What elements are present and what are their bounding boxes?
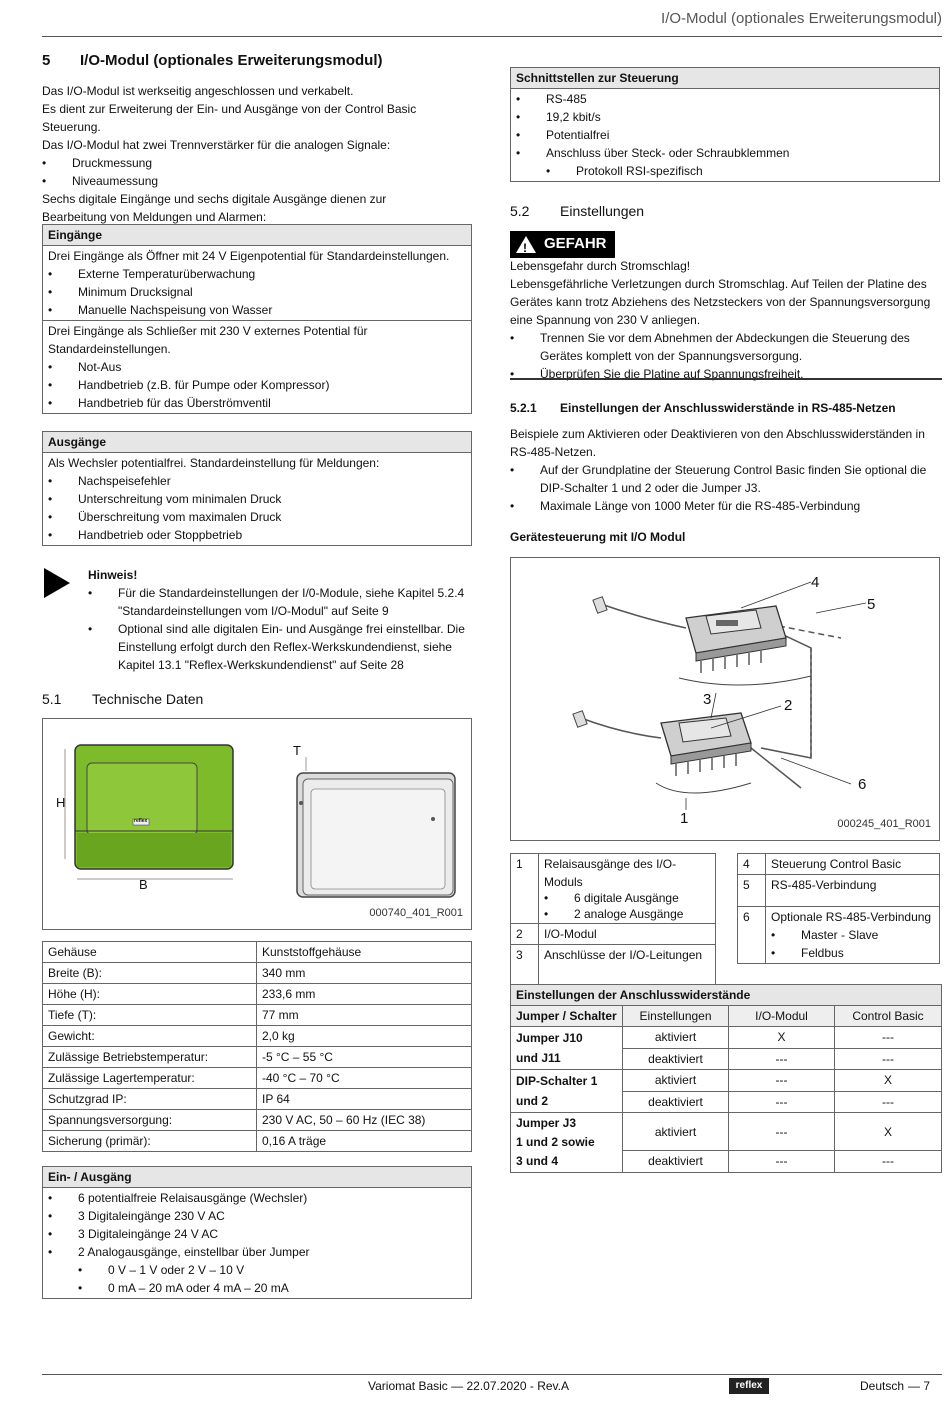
list-item: • Überschreitung vom maximalen Druck — [48, 508, 466, 526]
section-5-1-heading: 5.1 Technische Daten — [42, 691, 204, 707]
callout-5: 5 — [867, 596, 876, 613]
rs485-figure — [510, 557, 940, 841]
table-row: Jumper J3 1 und 2 sowie 3 und 4 aktiviert --- X — [511, 1113, 942, 1151]
callout-3: 3 — [703, 691, 712, 708]
running-header: I/O-Modul (optionales Erweiterungsmodul) — [661, 10, 942, 27]
io-box — [42, 1166, 472, 1299]
list-item: • 3 Digitaleingänge 230 V AC — [48, 1207, 466, 1225]
warning-icon: ! — [516, 236, 536, 253]
table-row: deaktiviert --- --- — [511, 1048, 942, 1070]
list-item: • Auf der Grundplatine der Steuerung Control Basic finden Sie optional die DIP-Schalter 1 und 2 oder die Jumper J3. — [510, 461, 940, 497]
list-item: • Überprüfen Sie die Platine auf Spannungsfreiheit. — [510, 365, 940, 383]
eingaenge-title: Eingänge — [43, 225, 471, 246]
hinweis-arrow-icon — [44, 568, 70, 598]
ausgaenge-box: Ausgänge Als Wechsler potentialfrei. Standardeinstellung für Meldungen: • Nachspeisefehler • Unterschreitung vom minimalen Druck • Überschreitung vom maximalen Druck • Handbetrieb oder Stoppbetrieb — [42, 431, 472, 546]
list-item: • Potentialfrei — [516, 126, 934, 144]
list-item: • Not-Aus — [48, 358, 466, 376]
dim-label-h: H — [56, 795, 66, 810]
list-item: • 2 analoge Ausgänge — [544, 907, 710, 923]
dim-label-b: B — [139, 877, 148, 892]
section-5-2-1-text: Beispiele zum Aktivieren oder Deaktivieren von den Abschlusswiderständen in RS-485-Netzen. • Auf der Grundplatine der Steuerung Control Basic finden Sie optional die DIP-Schalter 1 und 2 oder die Jumper J3. • Maximale Länge von 1000 Meter für die RS-485-Verbindung — [510, 425, 940, 515]
table-row: Sicherung (primär): 0,16 A träge — [43, 1131, 472, 1152]
figure-code: 000740_401_R001 — [369, 906, 463, 919]
list-item: • Niveaumessung — [42, 172, 472, 190]
device-logo: reflex — [134, 818, 148, 824]
table-row: Gehäuse Kunststoffgehäuse — [43, 942, 472, 963]
list-item: • Anschluss über Steck- oder Schraubklemmen — [516, 144, 934, 162]
list-item: • Trennen Sie vor dem Abnehmen der Abdeckungen die Steuerung des Gerätes komplett von der Spannungsversorgung. — [510, 329, 940, 365]
table-row: Jumper J10 und J11 aktiviert X --- — [511, 1027, 942, 1049]
network-drawing — [511, 558, 941, 842]
table-row: 1 Relaisausgänge des I/O-Moduls • 6 digitale Ausgänge • 2 analoge Ausgänge — [511, 854, 716, 924]
widerstaende-title: Einstellungen der Anschlusswiderstände — [511, 985, 942, 1006]
section-5-intro: Das I/O-Modul ist werkseitig angeschlossen und verkabelt. Es dient zur Erweiterung der Ein- und Ausgänge von der Control Basic Steuerung. Das I/O-Modul hat zwei Trennverstärker für die analogen Signale: • Druckmessung • Niveaumessung Sechs digitale Eingänge und sechs digitale Ausgänge dienen zur Bearbeitung von Meldungen und Alarmen: — [42, 82, 472, 226]
eingaenge-box: Eingänge Drei Eingänge als Öffner mit 24 V Eigenpotential für Standardeinstellungen. • Externe Temperaturüberwachung • Minimum Drucksignal • Manuelle Nachspeisung von Wasser Drei Eingänge als Schließer mit 230 V externes Potential für Standardeinstellungen. • Not-Aus • Handbetrieb (z.B. für Pumpe oder Kompressor) • Handbetrieb für das Überströmventil — [42, 224, 472, 414]
page-number: — 7 — [908, 1379, 931, 1393]
widerstaende-table — [510, 984, 942, 1173]
table-header-row: Jumper / Schalter Einstellungen I/O-Modul Control Basic — [511, 1006, 942, 1027]
section-5-2-1-heading: 5.2.1 Einstellungen der Anschlusswiderstände in RS-485-Netzen — [510, 401, 896, 415]
technical-figure — [42, 718, 472, 930]
legend-left-table — [510, 853, 716, 991]
list-item: • 6 digitale Ausgänge — [544, 891, 710, 907]
schnittstellen-box — [510, 67, 940, 182]
table-row: 3 Anschlüsse der I/O-Leitungen — [511, 945, 716, 991]
section-5-heading: 5 I/O-Modul (optionales Erweiterungsmodul) — [42, 52, 383, 69]
footer-center: Variomat Basic — 22.07.2020 - Rev.A — [368, 1379, 569, 1393]
list-item: • Protokoll RSI-spezifisch — [516, 162, 934, 180]
hinweis-title: Hinweis! — [88, 568, 138, 582]
table-row: Höhe (H): 233,6 mm — [43, 984, 472, 1005]
device-drawing — [43, 719, 473, 931]
callout-2: 2 — [784, 697, 793, 714]
callout-6: 6 — [858, 776, 867, 793]
reflex-logo: reflex — [729, 1378, 769, 1394]
table-row: deaktiviert --- --- — [511, 1091, 942, 1113]
list-item: • 0 V – 1 V oder 2 V – 10 V — [48, 1261, 466, 1279]
list-item: • Optional sind alle digitalen Ein- und Ausgänge frei einstellbar. Die Einstellung erfolgt durch den Reflex-Werkskundendienst, siehe Kapitel 13.1 "Reflex-Werkskundendienst" auf Seite 28 — [88, 620, 468, 674]
list-item: • RS-485 — [516, 90, 934, 108]
warning-rule — [510, 378, 942, 380]
header-rule — [42, 36, 942, 37]
list-item: • Feldbus — [771, 944, 934, 962]
list-item: • 0 mA – 20 mA oder 4 mA – 20 mA — [48, 1279, 466, 1297]
list-item: • 19,2 kbit/s — [516, 108, 934, 126]
list-item: • Unterschreitung vom minimalen Druck — [48, 490, 466, 508]
callout-4: 4 — [811, 574, 820, 591]
table-row: DIP-Schalter 1 und 2 aktiviert --- X — [511, 1070, 942, 1092]
table-row: Tiefe (T): 77 mm — [43, 1005, 472, 1026]
table-row: 5 RS-485-Verbindung — [738, 875, 940, 907]
figure-title: Gerätesteuerung mit I/O Modul — [510, 530, 686, 544]
table-row: Gewicht: 2,0 kg — [43, 1026, 472, 1047]
table-row: 4 Steuerung Control Basic — [738, 854, 940, 875]
specs-table — [42, 941, 472, 1152]
list-item: • 6 potentialfreie Relaisausgänge (Wechsler) — [48, 1189, 466, 1207]
list-item: • 2 Analogausgänge, einstellbar über Jumper — [48, 1243, 466, 1261]
callout-1: 1 — [680, 810, 689, 827]
dim-label-t: T — [293, 743, 301, 758]
list-item: • Nachspeisefehler — [48, 472, 466, 490]
table-row: Zulässige Lagertemperatur: -40 °C – 70 °C — [43, 1068, 472, 1089]
footer-language: Deutsch — [860, 1379, 905, 1393]
list-item: • 3 Digitaleingänge 24 V AC — [48, 1225, 466, 1243]
table-row: Spannungsversorgung: 230 V AC, 50 – 60 Hz (IEC 38) — [43, 1110, 472, 1131]
list-item: • Minimum Drucksignal — [48, 283, 466, 301]
table-row: 2 I/O-Modul — [511, 924, 716, 945]
legend-right-table — [737, 853, 940, 964]
list-item: • Für die Standardeinstellungen der I/0-Module, siehe Kapitel 5.2.4 "Standardeinstellungen vom I/O-Modul" auf Seite 9 — [88, 584, 468, 620]
list-item: • Handbetrieb oder Stoppbetrieb — [48, 526, 466, 544]
list-item: • Druckmessung — [42, 154, 472, 172]
list-item: • Handbetrieb für das Überströmventil — [48, 394, 466, 412]
list-item: • Master - Slave — [771, 926, 934, 944]
io-title: Ein- / Ausgäng — [43, 1167, 471, 1188]
schnittstellen-title: Schnittstellen zur Steuerung — [511, 68, 939, 89]
list-item: • Handbetrieb (z.B. für Pumpe oder Kompressor) — [48, 376, 466, 394]
section-5-2-heading: 5.2 Einstellungen — [510, 203, 645, 219]
list-item: • Manuelle Nachspeisung von Wasser — [48, 301, 466, 319]
list-item: • Externe Temperaturüberwachung — [48, 265, 466, 283]
table-row: Schutzgrad IP: IP 64 — [43, 1089, 472, 1110]
gefahr-badge: ! GEFAHR — [510, 231, 615, 258]
footer-rule — [42, 1374, 942, 1375]
warning-block: Lebensgefahr durch Stromschlag! Lebensgefährliche Verletzungen durch Stromschlag. Auf Teilen der Platine des Gerätes kann trotz Abziehens des Netzsteckers von der Spannungsversorgung eine Spannung von 230 V anliegen. • Trennen Sie vor dem Abnehmen der Abdeckungen die Steuerung des Gerätes komplett von der Spannungsversorgung. • Überprüfen Sie die Platine auf Spannungsfreiheit. — [510, 257, 940, 383]
list-item: • Maximale Länge von 1000 Meter für die RS-485-Verbindung — [510, 497, 940, 515]
table-row: deaktiviert --- --- — [511, 1151, 942, 1173]
figure-code: 000245_401_R001 — [837, 817, 931, 830]
table-row: Breite (B): 340 mm — [43, 963, 472, 984]
table-row: 6 Optionale RS-485-Verbindung • Master - Slave • Feldbus — [738, 907, 940, 964]
table-row: Zulässige Betriebstemperatur: -5 °C – 55 °C — [43, 1047, 472, 1068]
hinweis-block — [88, 566, 468, 674]
ausgaenge-title: Ausgänge — [43, 432, 471, 453]
